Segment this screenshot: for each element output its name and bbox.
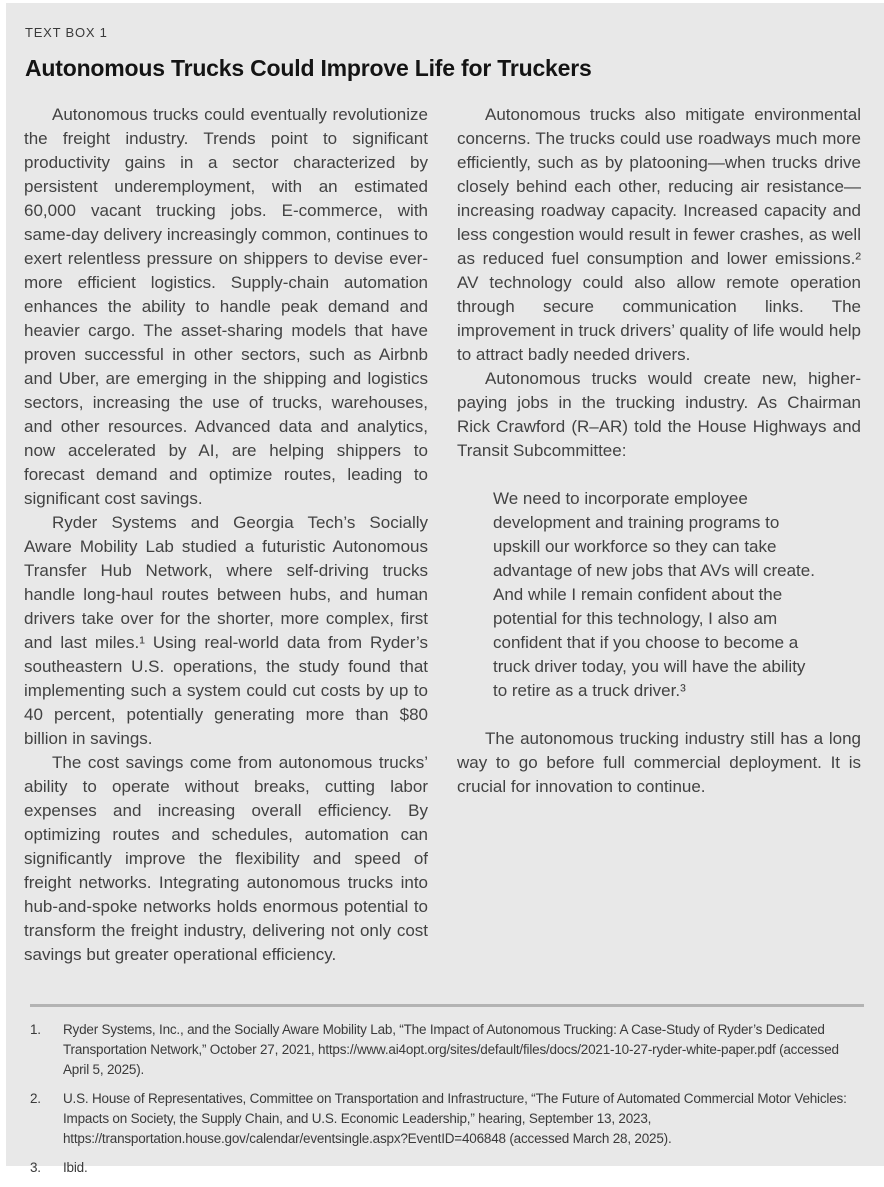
footnote-3 (30, 1158, 864, 1178)
footnote-number: 3. (30, 1160, 41, 1175)
page-title: Autonomous Trucks Could Improve Life for Truckers (25, 55, 592, 81)
paragraph-ryder-study: Ryder Systems and Georgia Tech’s Socially Aware Mobility Lab studied a futuristic Autonomous Transfer Hub Network, where self-driving trucks handle long-haul routes between hubs, and human drivers take over for the shorter, more complex, first and last miles.¹ Using real-world data from Ryder’s southeastern U.S. operations, the study found that implementing such a system could cut costs by up to 40 percent, potentially generating more than $80 billion in savings. (24, 513, 428, 748)
footnote-2 (30, 1089, 864, 1149)
footnotes-section (30, 1004, 864, 1187)
paragraph-conclusion: The autonomous trucking industry still has a long way to go before full commercial deployment. It is crucial for innovation to continue. (457, 729, 861, 796)
footnote-text: Ibid. (63, 1160, 88, 1175)
footnote-text: Ryder Systems, Inc., and the Socially Aware Mobility Lab, “The Impact of Autonomous Trucking: A Case-Study of Ryder’s Dedicated Transportation Network,” October 27, 2021, https://www.ai4opt.org/sites/default/files/docs/2021-10-27-ryder-white-paper.pdf (accessed April 5, 2025). (63, 1022, 839, 1077)
text-box-panel (6, 3, 884, 1175)
footnote-text: U.S. House of Representatives, Committee on Transportation and Infrastructure, “The Future of Automated Commercial Motor Vehicles: Impacts on Society, the Supply Chain, and U.S. Economic Leadership,” hearing, September 13, 2023, https://transportation.house.gov/calendar/eventsingle.aspx?EventID=406848 (accessed March 28, 2025). (63, 1091, 847, 1146)
right-column (457, 103, 861, 967)
crawford-quote: We need to incorporate employee development and training programs to upskill our workforce so they can take advantage of new jobs that AVs will create. And while I remain confident about the potential for this technology, I also am confident that if you choose to become a truck driver today, you will have the ability to retire as a truck driver.³ (493, 489, 815, 700)
body-columns (24, 103, 866, 967)
footnote-number: 2. (30, 1091, 41, 1106)
paragraph-intro: Autonomous trucks could eventually revolutionize the freight industry. Trends point to significant productivity gains in a sector characterized by persistent underemployment, with an estimated 60,000 vacant trucking jobs. E-commerce, with same-day delivery increasingly common, continues to exert relentless pressure on shippers to devise ever-more efficient logistics. Supply-chain automation enhances the ability to handle peak demand and heavier cargo. The asset-sharing models that have proven successful in other sectors, such as Airbnb and Uber, are emerging in the shipping and logistics sectors, increasing the use of trucks, warehouses, and other resources. Advanced data and analytics, now accelerated by AI, are helping shippers to forecast demand and optimize routes, leading to significant cost savings. (24, 105, 428, 508)
footnote-1 (30, 1020, 864, 1080)
paragraph-cost-savings: The cost savings come from autonomous trucks’ ability to operate without breaks, cutting labor expenses and increasing overall efficiency. By optimizing routes and schedules, automation can significantly improve the flexibility and speed of freight networks. Integrating autonomous trucks into hub-and-spoke networks holds enormous potential to transform the freight industry, delivering not only cost savings but greater operational efficiency. (24, 753, 428, 964)
paragraph-new-jobs: Autonomous trucks would create new, higher-paying jobs in the trucking industry. As Chairman Rick Crawford (R–AR) told the House Highways and Transit Subcommittee: (457, 369, 861, 460)
left-column (24, 103, 428, 967)
footnote-number: 1. (30, 1022, 41, 1037)
textbox-kicker-label: TEXT BOX 1 (25, 25, 108, 40)
paragraph-environment: Autonomous trucks also mitigate environmental concerns. The trucks could use roadways much more efficiently, such as by platooning—when trucks drive closely behind each other, reducing air resistance—increasing roadway capacity. Increased capacity and less congestion would result in fewer crashes, as well as reduced fuel consumption and lower emissions.² AV technology could also allow remote operation through secure communication links. The improvement in truck drivers’ quality of life would help to attract badly needed drivers. (457, 105, 861, 364)
